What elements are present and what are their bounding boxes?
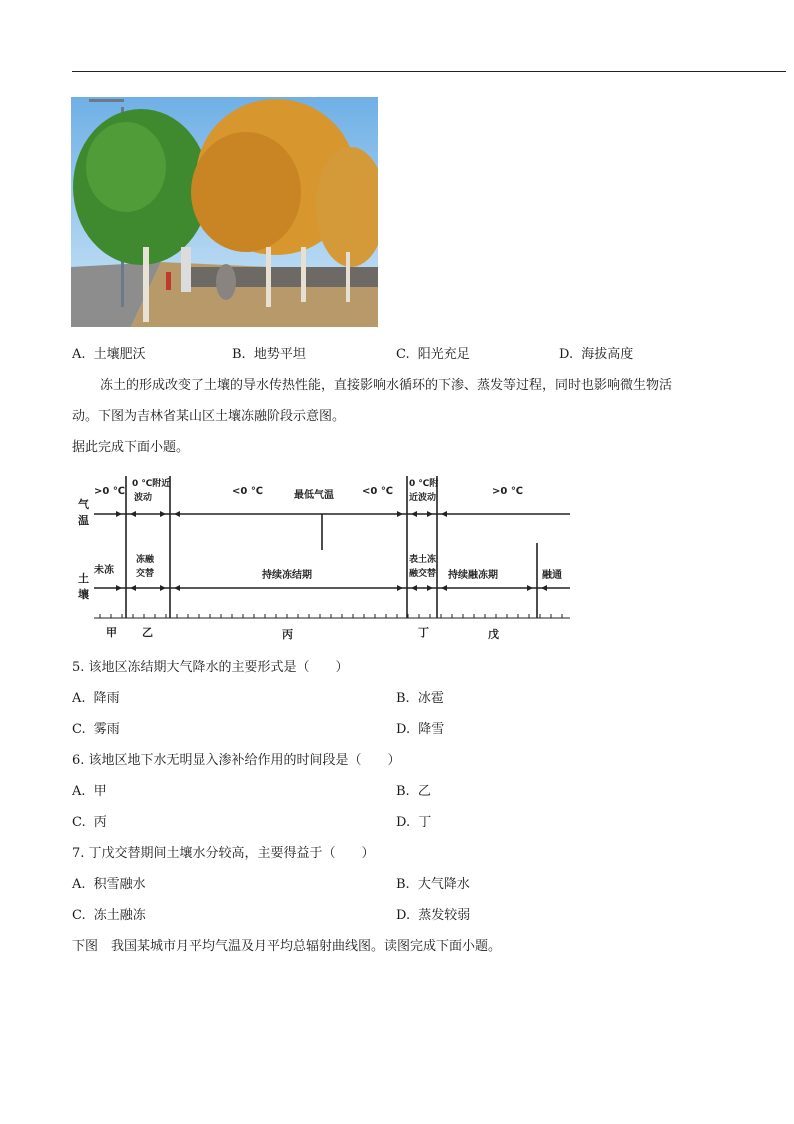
air-temp-label: 最低气温 [294,490,334,501]
q7-option-b [396,877,470,893]
option-letter: B. [396,877,410,892]
option-letter: B. [396,691,410,706]
option-letter: D. [396,722,411,737]
autumn-tree-trunk-3 [346,252,350,302]
air-temp-label: 0 ℃附 [409,479,439,489]
freeze-thaw-diagram [72,468,578,646]
row-label-soil-2: 壤 [78,588,89,601]
arrowhead [130,585,136,591]
option-text: 地势平坦 [253,347,306,362]
option-text: 丙 [93,815,107,830]
passage-line-2: 动。下图为吉林省某山区土壤冻融阶段示意图。 [72,409,346,424]
option-text: 土壤肥沃 [93,347,146,362]
q6-option-b [396,784,431,800]
option-text: 阳光充足 [417,347,470,362]
arrowhead [541,585,547,591]
option-text: 积雪融水 [93,877,146,892]
question-7-stem: 7. 丁戊交替期间土壤水分较高，主要得益于（ ） [72,846,375,861]
arrowhead [427,511,433,517]
air-temp-label: 近波动 [409,493,437,503]
q4-option-d [559,347,633,363]
q6-option-d [396,815,431,831]
next-section-intro: 下图 我国某城市月平均气温及月平均总辐射曲线图。读图完成下面小题。 [72,939,502,954]
soil-state-label: 交替 [136,569,155,579]
autumn-tree-trunk [266,247,271,307]
q5-option-b [396,691,444,707]
green-tree-trunk [143,247,149,322]
option-letter: D. [559,347,574,362]
air-temp-label: >0 ℃ [492,486,523,497]
air-temp-label: 0 ℃附近 [132,479,171,489]
option-letter: A. [72,347,86,362]
arrowhead [411,511,417,517]
option-text: 甲 [93,784,107,799]
diagram-svg [72,468,578,646]
question-5-stem: 5. 该地区冻结期大气降水的主要形式是（ ） [72,660,349,675]
air-temp-label: 波动 [134,493,153,503]
passage-line-3: 据此完成下面小题。 [72,440,190,455]
arrowhead [411,585,417,591]
arrowhead [160,511,166,517]
option-letter: B. [232,347,246,362]
option-letter: C. [396,347,410,362]
stone [216,264,236,300]
air-temp-label: >0 ℃ [94,486,125,497]
pedestrian [166,272,171,290]
arrowhead [397,585,403,591]
arrowhead [116,511,122,517]
q5-option-a [72,691,120,707]
stage-label-wu: 戊 [488,628,499,641]
option-letter: C. [72,722,86,737]
photo-illustration [71,97,378,327]
arrowhead [130,511,136,517]
q7-option-a [72,877,146,893]
lamp-arm [89,99,124,102]
arrowhead [441,585,447,591]
white-sign [181,247,191,292]
arrowhead [427,585,433,591]
option-text: 乙 [417,784,431,799]
option-text: 冰雹 [417,691,444,706]
air-temp-label: <0 ℃ [362,486,393,497]
option-text: 海拔高度 [581,347,634,362]
option-letter: A. [72,691,86,706]
option-text: 丁 [418,815,432,830]
autumn-trees-photo [71,97,378,327]
stage-label-yi: 乙 [142,626,153,639]
option-letter: D. [396,815,411,830]
q6-option-a [72,784,107,800]
stage-label-bing: 丙 [282,628,293,641]
q5-option-d [396,722,444,738]
option-letter: D. [396,908,411,923]
arrowhead [160,585,166,591]
arrowhead [441,511,447,517]
green-tree-highlight [86,122,166,212]
soil-state-label: 未冻 [94,565,114,576]
q7-option-c [72,908,146,924]
option-letter: C. [72,908,86,923]
stage-label-jia: 甲 [106,626,117,639]
soil-state-label: 持续冻结期 [262,570,312,581]
arrowhead [174,585,180,591]
option-text: 雾雨 [93,722,120,737]
q7-option-d [396,908,470,924]
row-label-air-1: 气 [78,498,89,511]
header-rule [72,71,786,72]
q4-option-c [396,347,470,363]
row-label-air-2: 温 [78,514,89,527]
q5-option-c [72,722,120,738]
option-letter: A. [72,784,86,799]
soil-state-label: 融交替 [409,569,437,579]
option-letter: C. [72,815,86,830]
arrowhead [174,511,180,517]
option-letter: B. [396,784,410,799]
row-label-soil-1: 土 [78,572,89,585]
autumn-tree-shade [191,132,301,252]
arrowhead [397,511,403,517]
option-text: 蒸发较弱 [418,908,471,923]
soil-state-label: 持续融冻期 [448,570,498,581]
arrowhead [527,585,533,591]
question-6-stem: 6. 该地区地下水无明显入渗补给作用的时间段是（ ） [72,753,401,768]
option-text: 降雪 [418,722,445,737]
q4-option-a [72,347,146,363]
stage-label-ding: 丁 [418,626,429,639]
autumn-tree-trunk-2 [301,247,306,302]
option-text: 大气降水 [417,877,470,892]
option-letter: A. [72,877,86,892]
passage-line-1: 冻土的形成改变了土壤的导水传热性能，直接影响水循环的下渗、蒸发等过程，同时也影响微生物活 [100,378,673,393]
option-text: 降雨 [93,691,120,706]
soil-state-label: 冻融 [136,555,155,565]
soil-state-label: 融通 [542,570,562,581]
option-text: 冻土融冻 [93,908,146,923]
arrowhead [116,585,122,591]
q4-option-b [232,347,306,363]
air-temp-label: <0 ℃ [232,486,263,497]
q6-option-c [72,815,107,831]
soil-state-label: 表土冻 [409,555,437,565]
